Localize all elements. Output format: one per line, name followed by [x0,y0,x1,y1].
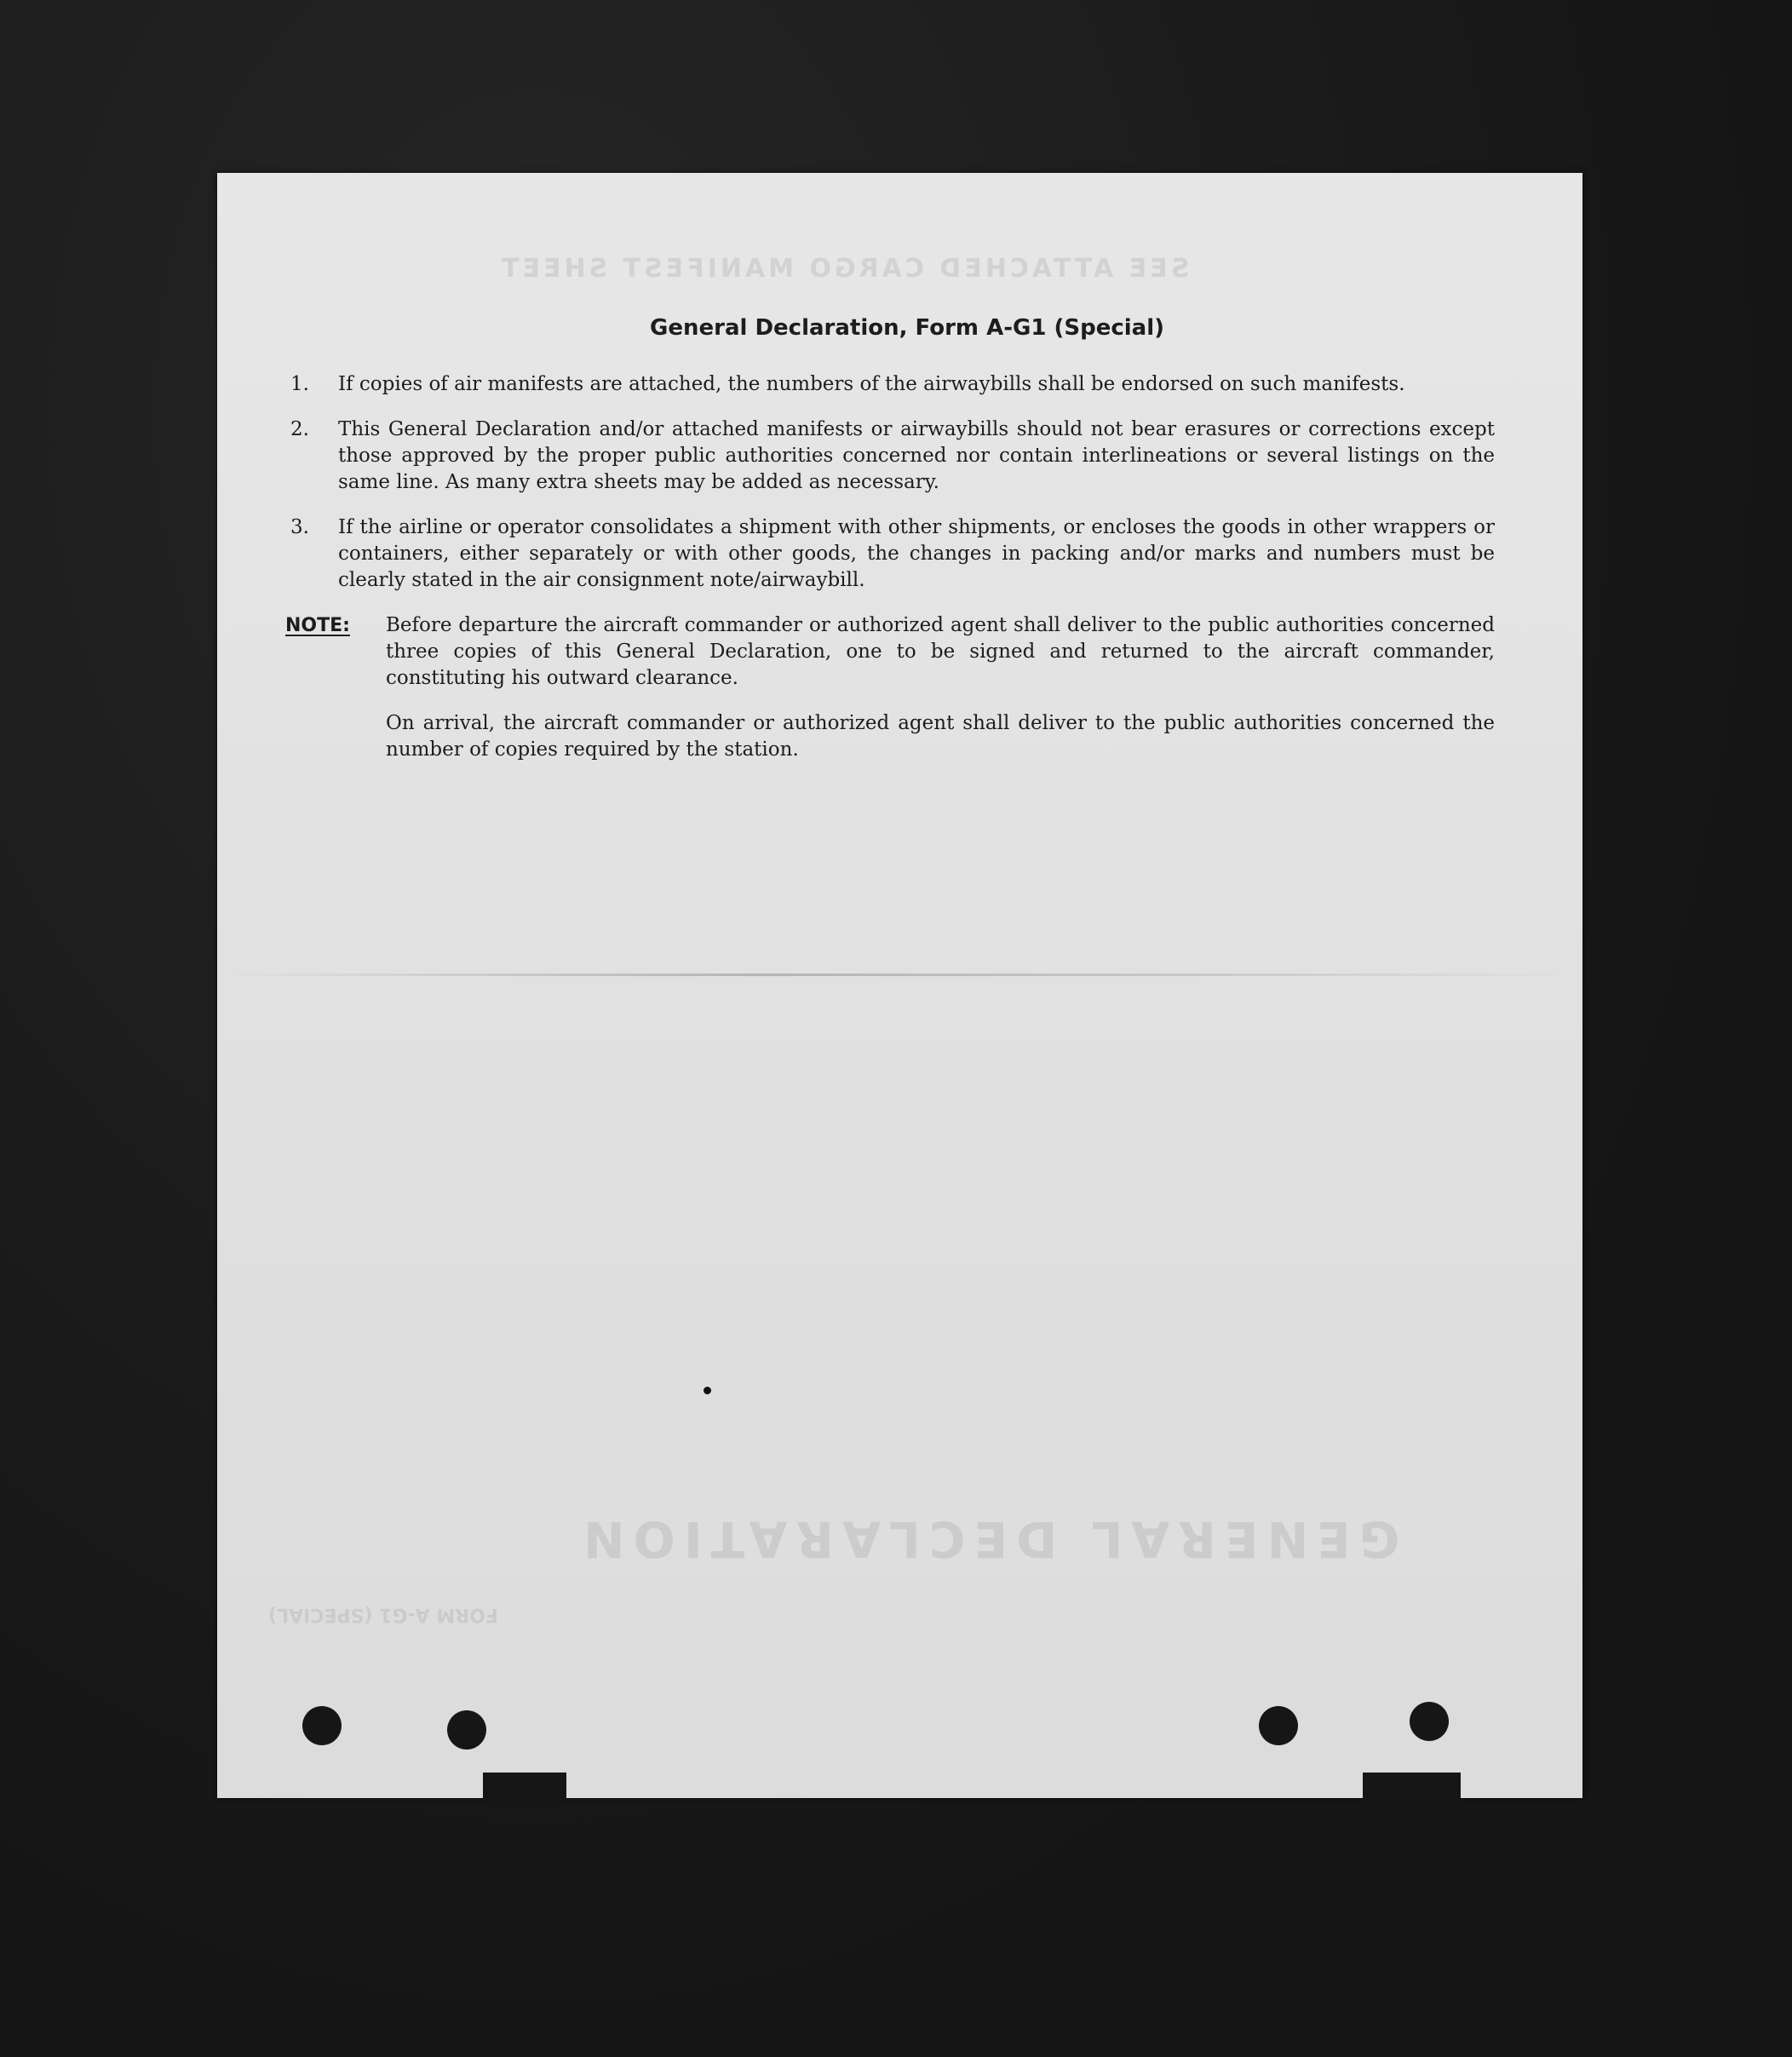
note-paragraph: On arrival, the aircraft commander or authorized agent shall deliver to the public authorities concerned the number of copies required by the station. [386,712,1495,761]
binder-notch [1363,1773,1461,1803]
note-section [285,612,1495,782]
document-title: General Declaration, Form A-G1 (Special) [650,315,1164,341]
instruction-item [285,417,1495,496]
show-through-text: FORM A-G1 (SPECIAL) [268,1604,498,1625]
item-text: This General Declaration and/or attached manifests or airwaybills should not bear erasures or corrections except those approved by the proper public authorities concerned nor contain interlineations or several listings on the same line. As many extra sheets may be added as necessary. [338,418,1495,493]
punch-hole [1410,1702,1449,1741]
item-number: 3. [290,516,309,538]
punch-hole [1259,1706,1298,1745]
ink-speck [704,1387,711,1394]
fold-crease [217,974,1582,976]
punch-hole [302,1706,342,1745]
note-label: NOTE: [285,615,350,636]
item-number: 2. [290,418,309,440]
note-paragraph: Before departure the aircraft commander or authorized agent shall deliver to the public authorities concerned three copies of this General Declaration, one to be signed and returned to the aircraft commander, constituting his outward clearance. [386,614,1495,689]
declaration-instructions [285,315,1495,782]
punch-hole [447,1710,486,1750]
show-through-text: GENERAL DECLARATION [575,1510,1400,1568]
item-number: 1. [290,373,309,395]
instruction-item [285,514,1495,594]
note-body [386,612,1495,782]
instruction-item [285,371,1495,398]
binder-notch [483,1773,566,1803]
show-through-text: SEE ATTACHED CARGO MANIFEST SHEET [498,254,1190,284]
item-text: If copies of air manifests are attached, the numbers of the airwaybills shall be endorsed on such manifests. [338,373,1405,395]
item-text: If the airline or operator consolidates a shipment with other shipments, or encloses the goods in other wrappers or containers, either separately or with other goods, the changes in packing and/or marks and numbers must be clearly stated in the air consignment note/airwaybill. [338,516,1495,591]
